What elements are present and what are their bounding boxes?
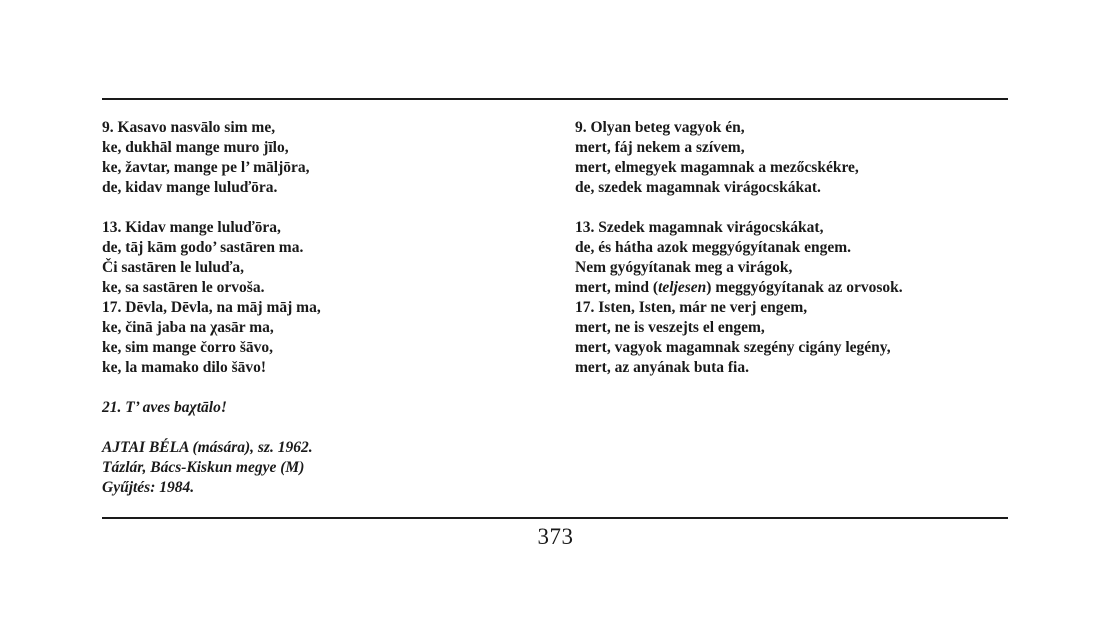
verse-line: [575, 278, 1015, 298]
source-credit-performer: AJTAI BÉLA (mására), sz. 1962.: [102, 439, 313, 456]
verse-line: de, kidav mange luluďōra.: [102, 179, 278, 196]
verse-line: 9. Olyan beteg vagyok én,: [575, 119, 745, 136]
source-credit-date: Gyűjtés: 1984.: [102, 479, 195, 496]
verse-line-end: ) meggyógyítanak az orvosok.: [706, 279, 903, 296]
verse-line: 13. Kidav mange luluďōra,: [102, 219, 281, 236]
verse-line: Či sastāren le luluďa,: [102, 259, 244, 276]
verse-line: ke, la mamako dilo šāvo!: [102, 359, 267, 376]
top-rule: [102, 98, 1008, 100]
stanza-gap: [102, 418, 542, 438]
verse-line: mert, elmegyek magamnak a mezőcskékre,: [575, 159, 859, 176]
verse-line: 17. Dēvla, Dēvla, na māj māj ma,: [102, 299, 321, 316]
closing-verse-line: 21. T’ aves baχtālo!: [102, 399, 227, 416]
verse-line: de, szedek magamnak virágocskákat.: [575, 179, 821, 196]
verse-line: mert, vagyok magamnak szegény cigány legény,: [575, 339, 891, 356]
stanza-gap: [102, 378, 542, 398]
verse-line: ke, činā jaba na χasār ma,: [102, 319, 274, 336]
verse-line: de, és hátha azok meggyógyítanak engem.: [575, 239, 851, 256]
verse-line: mert, fáj nekem a szívem,: [575, 139, 745, 156]
verse-line: mert, az anyának buta fia.: [575, 359, 749, 376]
verse-line: ke, sa sastāren le orvoša.: [102, 279, 265, 296]
source-credit-location: Tázlár, Bács-Kiskun megye (M): [102, 459, 305, 476]
verse-line: 13. Szedek magamnak virágocskákat,: [575, 219, 824, 236]
verse-line: 17. Isten, Isten, már ne verj engem,: [575, 299, 808, 316]
verse-line: ke, dukhāl mange muro jīlo,: [102, 139, 289, 156]
verse-line: mert, ne is veszejts el engem,: [575, 319, 765, 336]
verse-line: ke, žavtar, mange pe l’ māljōra,: [102, 159, 310, 176]
verse-line: ke, sim mange čorro šāvo,: [102, 339, 274, 356]
hungarian-translation-column: [575, 118, 1015, 378]
romani-text-column: [102, 118, 542, 498]
stanza-gap: [102, 198, 542, 218]
verse-line: 9. Kasavo nasvālo sim me,: [102, 119, 276, 136]
emphasized-word: teljesen: [658, 279, 707, 296]
verse-line: de, tāj kām godo’ sastāren ma.: [102, 239, 304, 256]
stanza-gap: [575, 198, 1015, 218]
verse-line: Nem gyógyítanak meg a virágok,: [575, 259, 793, 276]
page-number: 373: [537, 524, 574, 549]
verse-line-start: mert, mind (: [575, 279, 659, 296]
bottom-rule: [102, 517, 1008, 519]
